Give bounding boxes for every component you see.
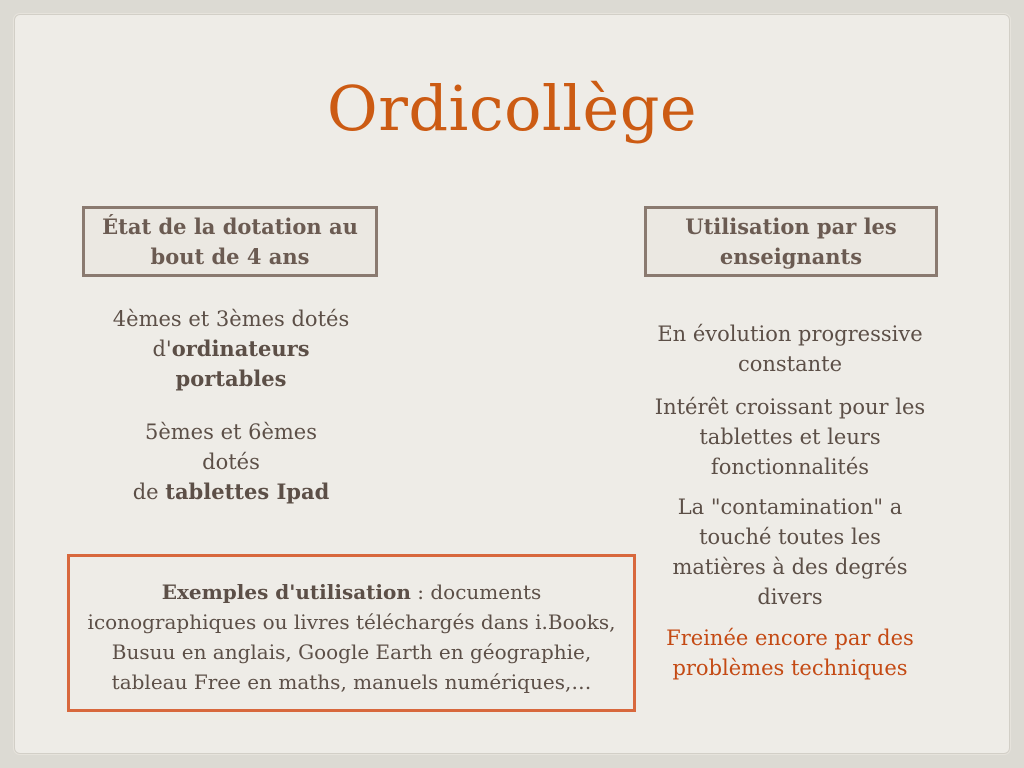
examples-line-4: tableau Free en maths, manuels numériques,… — [111, 670, 592, 694]
right-header-line-1: Utilisation par les — [685, 214, 897, 239]
left-item-tablets-line-1: 5èmes et 6èmes — [144, 420, 318, 444]
right-item-interest-line-1: Intérêt croissant pour les — [654, 395, 926, 419]
right-item-interest-line-2: tablettes et leurs — [699, 425, 881, 449]
left-item-laptops-bold-2: portables — [175, 366, 287, 391]
examples-heading: Exemples d'utilisation — [161, 580, 411, 604]
right-item-interest — [640, 392, 940, 482]
right-item-contamination — [640, 492, 940, 612]
right-header-box — [644, 206, 938, 277]
examples-line-3: Busuu en anglais, Google Earth en géographie, — [111, 640, 592, 664]
examples-line-2: iconographiques ou livres téléchargés dans i.Books, — [87, 610, 616, 634]
right-item-contamination-line-3: matières à des degrés — [672, 555, 908, 579]
right-item-interest-line-3: fonctionnalités — [710, 455, 870, 479]
left-header-line-1: État de la dotation au — [102, 214, 358, 239]
right-item-contamination-line-2: touché toutes les — [699, 525, 881, 549]
left-item-tablets-line-3 — [86, 477, 376, 507]
right-item-contamination-line-1: La "contamination" a — [677, 495, 903, 519]
left-item-laptops-bold: ordinateurs — [171, 336, 310, 361]
slide-title: Ordicollège — [326, 72, 698, 145]
left-item-laptops-line-1: 4èmes et 3èmes dotés — [112, 307, 350, 331]
left-item-laptops-line-3 — [86, 364, 376, 394]
left-item-tablets-prefix: de — [132, 480, 166, 504]
right-item-technical-issues — [640, 623, 940, 683]
right-item-evolution — [640, 319, 940, 379]
examples-line-1-rest: : documents — [410, 580, 542, 604]
left-header-line-2: bout de 4 ans — [150, 244, 310, 269]
right-item-technical-issues-line-1: Freinée encore par des — [666, 626, 914, 650]
left-item-tablets — [86, 417, 376, 507]
left-item-laptops-prefix: d' — [152, 337, 172, 361]
right-item-contamination-line-4: divers — [757, 585, 823, 609]
examples-line-1 — [70, 577, 633, 607]
left-item-laptops — [86, 304, 376, 394]
right-item-evolution-line-2: constante — [737, 352, 843, 376]
right-header-line-2: enseignants — [719, 244, 863, 269]
right-item-evolution-line-1: En évolution progressive — [657, 322, 923, 346]
left-item-laptops-line-2 — [86, 334, 376, 364]
left-item-tablets-line-2: dotés — [202, 450, 260, 474]
left-header-box — [82, 206, 378, 277]
left-item-tablets-bold: tablettes Ipad — [165, 479, 330, 504]
right-item-technical-issues-line-2: problèmes techniques — [672, 656, 908, 680]
examples-box — [67, 554, 636, 712]
